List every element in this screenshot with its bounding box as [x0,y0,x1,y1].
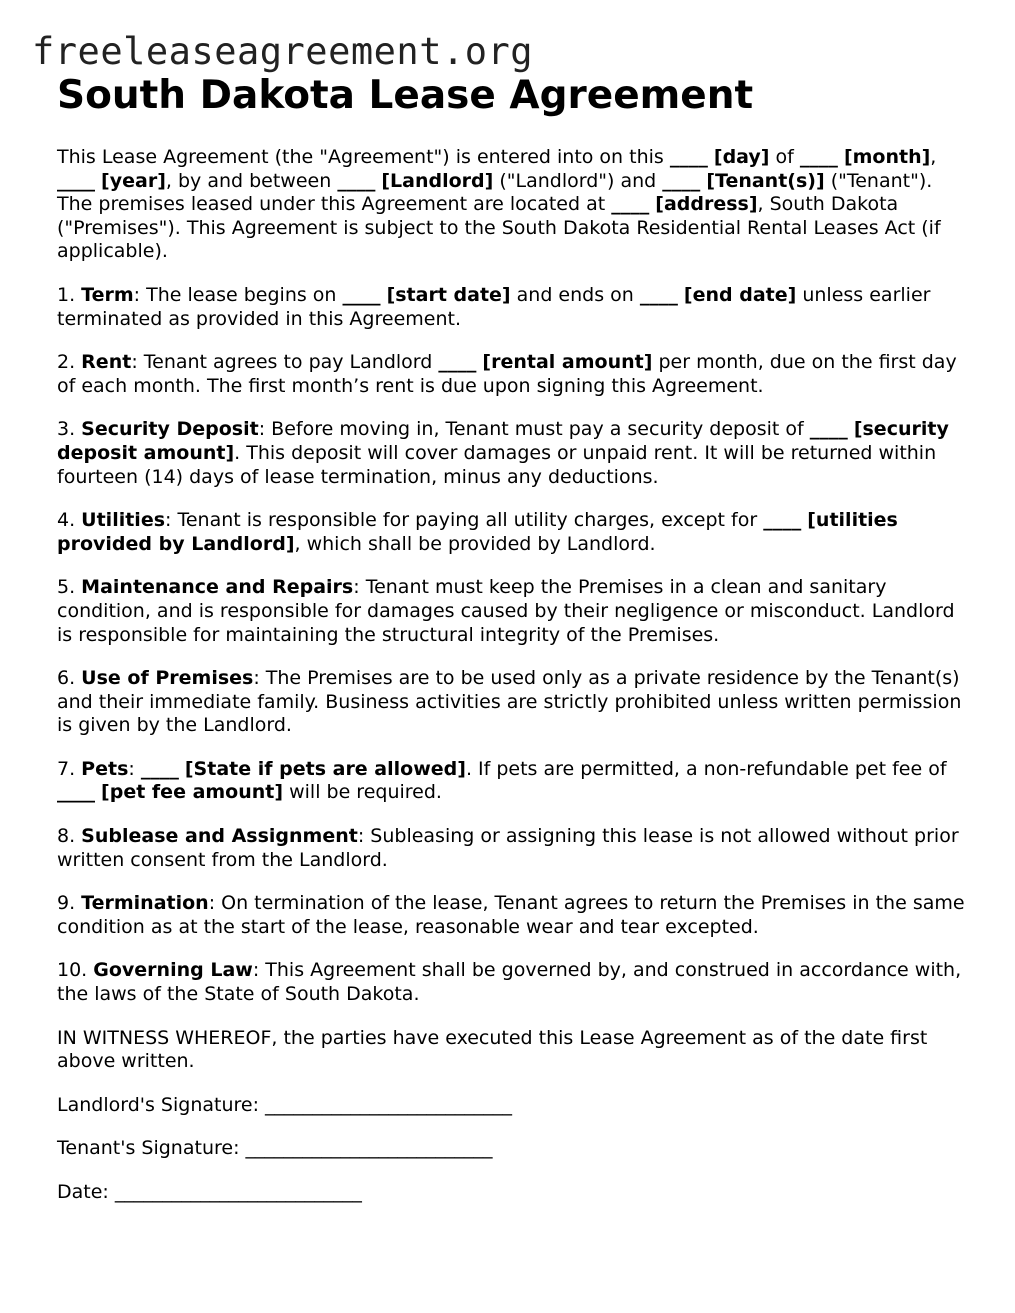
section-heading: Termination [81,892,209,915]
date-field: __________________________ [114,1181,362,1203]
section-heading: Security Deposit [81,418,259,441]
field-utilities: [utilities provided by Landlord] [57,509,898,555]
site-watermark: freeleaseagreement.org [32,30,534,73]
field-end-date: [end date] [683,283,797,306]
field-year: [year] [101,169,166,192]
section-heading: Term [81,283,134,306]
section-rent: 2. Rent: Tenant agrees to pay Landlord ____ [rental amount] per month, due on the first day of each month. The first month’s rent is due upon signing this Agreement. [57,351,957,397]
field-address: [address] [655,193,758,216]
document-body [57,146,969,1225]
section-heading: Governing Law [93,959,253,982]
section-maintenance: 5. Maintenance and Repairs: Tenant must keep the Premises in a clean and sanitary condition, and is responsible for damages caused by their negligence or misconduct. Landlord is responsible for maintaining the structural integrity of the Premises. [57,576,955,646]
field-tenant: [Tenant(s)] [706,169,825,192]
field-start-date: [start date] [386,283,511,306]
section-term: 1. Term: The lease begins on ____ [start date] and ends on ____ [end date] unless earlier terminated as provided in this Agreement. [57,283,931,330]
field-rental-amount: [rental amount] [482,351,653,374]
field-month: [month] [843,146,931,168]
section-heading: Rent [81,351,132,374]
field-day: [day] [713,146,770,168]
field-security-deposit: [security deposit amount] [57,418,949,464]
section-use-of-premises: 6. Use of Premises: The Premises are to be used only as a private residence by the Tenant(s) and their immediate family. Business activities are strictly prohibited unless written permission is given by the Landlord. [57,667,962,737]
field-pets-allowed: [State if pets are allowed] [184,757,466,780]
section-heading: Utilities [81,509,166,532]
field-landlord: [Landlord] [381,169,494,192]
witness-statement: IN WITNESS WHEREOF, the parties have executed this Lease Agreement as of the date first above written. [57,1026,928,1073]
tenant-signature-line: Tenant's Signature: __________________________ [57,1137,493,1160]
section-heading: Pets [81,757,129,780]
section-security-deposit: 3. Security Deposit: Before moving in, Tenant must pay a security deposit of ____ [security deposit amount]. This deposit will cover damages or unpaid rent. It will be returned within fourteen (14) days of lease termination, minus any deductions. [57,418,949,488]
tenant-signature-field: __________________________ [245,1137,493,1160]
page-title: South Dakota Lease Agreement [57,73,754,118]
field-pet-fee: [pet fee amount] [101,781,284,804]
section-governing-law: 10. Governing Law: This Agreement shall be governed by, and construed in accordance with, the laws of the State of South Dakota. [57,959,962,1006]
landlord-signature-line: Landlord's Signature: __________________________ [57,1093,513,1116]
intro-paragraph: This Lease Agreement (the "Agreement") is entered into on this ____ [day] of ____ [month], ____ [year], by and between ____ [Landlord] ("Landlord") and ____ [Tenant(s)] ("Tenant"). The premises leased under this Agreement are located at ____ [address], South Dakota ("Premises"). This Agreement is subject to the South Dakota Residential Rental Leases Act (if applicable). [57,146,941,263]
date-line: Date: __________________________ [57,1181,362,1203]
section-termination: 9. Termination: On termination of the lease, Tenant agrees to return the Premises in the same condition as at the start of the lease, reasonable wear and tear excepted. [57,892,965,938]
section-pets: 7. Pets: ____ [State if pets are allowed]. If pets are permitted, a non-refundable pet fee of ____ [pet fee amount] will be required. [57,757,947,804]
section-heading: Maintenance and Repairs [81,576,354,599]
section-heading: Sublease and Assignment [81,825,358,848]
section-sublease: 8. Sublease and Assignment: Subleasing or assigning this lease is not allowed without prior written consent from the Landlord. [57,825,959,871]
landlord-signature-field: __________________________ [265,1093,513,1116]
section-utilities: 4. Utilities: Tenant is responsible for paying all utility charges, except for ____ [utilities provided by Landlord], which shall be provided by Landlord. [57,509,898,555]
section-heading: Use of Premises [81,667,254,690]
